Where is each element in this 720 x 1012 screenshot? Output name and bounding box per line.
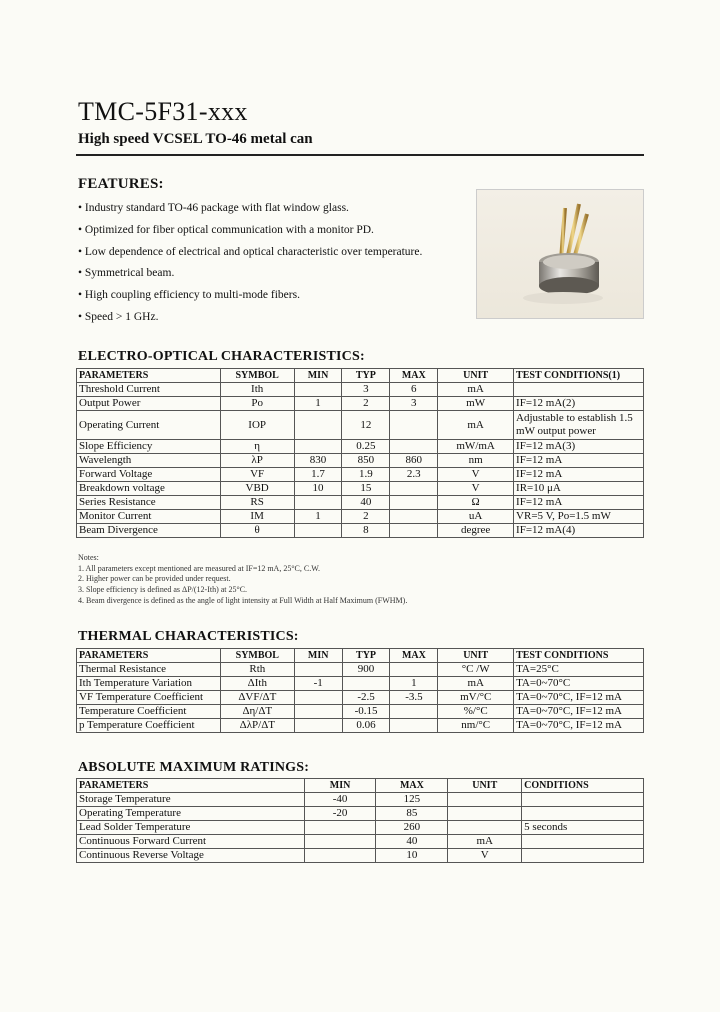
table-cell: TA=0~70°C	[514, 677, 644, 691]
col-header: PARAMETERS	[77, 369, 221, 383]
table-cell: IF=12 mA	[514, 468, 644, 482]
page-subtitle: High speed VCSEL TO-46 metal can	[78, 131, 313, 147]
table-cell: mA	[438, 383, 514, 397]
table-cell: VR=5 V, Po=1.5 mW	[514, 510, 644, 524]
table-cell	[294, 719, 342, 733]
table-cell	[294, 691, 342, 705]
table-cell	[304, 849, 376, 863]
table-cell: IM	[220, 510, 294, 524]
table-cell: -3.5	[390, 691, 438, 705]
table-cell	[448, 821, 522, 835]
table-cell: uA	[438, 510, 514, 524]
table-cell: 40	[342, 496, 390, 510]
col-header: TEST CONDITIONS(1)	[514, 369, 644, 383]
table-cell	[342, 677, 390, 691]
table-cell: 85	[376, 807, 448, 821]
table-cell: 12	[342, 411, 390, 440]
table-cell: TA=0~70°C, IF=12 mA	[514, 719, 644, 733]
table-cell: 2	[342, 510, 390, 524]
table-cell: V	[438, 468, 514, 482]
table-cell: ΔλP/ΔT	[220, 719, 294, 733]
table-cell: Δη/ΔT	[220, 705, 294, 719]
col-header: MAX	[390, 649, 438, 663]
table-cell	[304, 835, 376, 849]
absolute-max-table	[76, 778, 644, 863]
table-cell: 1.7	[294, 468, 342, 482]
table-cell: Lead Solder Temperature	[77, 821, 305, 835]
table-cell: -40	[304, 793, 376, 807]
table-cell: mA	[448, 835, 522, 849]
table-cell: mW	[438, 397, 514, 411]
table-cell: TA=25°C	[514, 663, 644, 677]
col-header: TYP	[342, 369, 390, 383]
table-cell: Po	[220, 397, 294, 411]
table-cell: ΔVF/ΔT	[220, 691, 294, 705]
electro-optical-notes	[78, 553, 407, 606]
table-cell	[522, 849, 644, 863]
table-cell: RS	[220, 496, 294, 510]
table-cell: °C /W	[438, 663, 514, 677]
electro-optical-heading: ELECTRO-OPTICAL CHARACTERISTICS:	[78, 349, 365, 364]
thermal-heading: THERMAL CHARACTERISTICS:	[78, 629, 299, 644]
table-cell	[390, 705, 438, 719]
table-cell: VF Temperature Coefficient	[77, 691, 221, 705]
table-cell: Operating Current	[77, 411, 221, 440]
table-cell: mV/°C	[438, 691, 514, 705]
table-cell: Wavelength	[77, 454, 221, 468]
features-list	[78, 201, 478, 332]
table-cell: IF=12 mA(2)	[514, 397, 644, 411]
table-row	[77, 663, 644, 677]
table-row	[77, 821, 644, 835]
note-line: 3. Slope efficiency is defined as ΔP/(12-Ith) at 25°C.	[78, 585, 248, 595]
table-cell	[304, 821, 376, 835]
table-cell	[390, 524, 438, 538]
table-row	[77, 482, 644, 496]
table-cell: Thermal Resistance	[77, 663, 221, 677]
table-cell: 1	[390, 677, 438, 691]
table-cell: Slope Efficiency	[77, 440, 221, 454]
table-cell: 900	[342, 663, 390, 677]
table-cell: mA	[438, 677, 514, 691]
table-cell: IF=12 mA	[514, 496, 644, 510]
table-cell: nm	[438, 454, 514, 468]
table-row	[77, 397, 644, 411]
table-cell	[522, 793, 644, 807]
table-cell	[294, 705, 342, 719]
table-cell	[294, 411, 342, 440]
table-cell: Rth	[220, 663, 294, 677]
table-row	[77, 677, 644, 691]
table-cell: 830	[294, 454, 342, 468]
page-title: TMC-5F31-xxx	[78, 97, 248, 126]
table-cell: IF=12 mA(3)	[514, 440, 644, 454]
col-header: UNIT	[448, 779, 522, 793]
table-cell: TA=0~70°C, IF=12 mA	[514, 705, 644, 719]
table-cell: Ω	[438, 496, 514, 510]
table-cell: Temperature Coefficient	[77, 705, 221, 719]
table-cell: Monitor Current	[77, 510, 221, 524]
table-cell: Output Power	[77, 397, 221, 411]
table-cell: IF=12 mA(4)	[514, 524, 644, 538]
table-cell	[390, 411, 438, 440]
table-cell	[390, 663, 438, 677]
table-cell	[514, 383, 644, 397]
table-cell	[390, 719, 438, 733]
table-row	[77, 468, 644, 482]
table-cell: -0.15	[342, 705, 390, 719]
absolute-max-heading: ABSOLUTE MAXIMUM RATINGS:	[78, 760, 310, 775]
table-cell	[294, 440, 342, 454]
table-cell	[294, 663, 342, 677]
table-cell	[294, 524, 342, 538]
table-cell: Breakdown voltage	[77, 482, 221, 496]
table-cell: 0.25	[342, 440, 390, 454]
table-cell: VF	[220, 468, 294, 482]
table-row	[77, 719, 644, 733]
table-cell: Continuous Reverse Voltage	[77, 849, 305, 863]
table-row	[77, 705, 644, 719]
table-cell: Continuous Forward Current	[77, 835, 305, 849]
col-header: CONDITIONS	[522, 779, 644, 793]
col-header: TYP	[342, 649, 390, 663]
table-row	[77, 807, 644, 821]
table-row	[77, 411, 644, 440]
feature-item: • Low dependence of electrical and optical characteristic over temperature.	[78, 245, 423, 258]
table-cell: Series Resistance	[77, 496, 221, 510]
table-row	[77, 440, 644, 454]
table-cell: 6	[390, 383, 438, 397]
table-cell: Ith Temperature Variation	[77, 677, 221, 691]
table-cell: η	[220, 440, 294, 454]
table-cell: 8	[342, 524, 390, 538]
col-header: MAX	[376, 779, 448, 793]
table-cell: -20	[304, 807, 376, 821]
table-row	[77, 835, 644, 849]
table-cell: 40	[376, 835, 448, 849]
table-row	[77, 383, 644, 397]
table-cell: ΔIth	[220, 677, 294, 691]
table-cell	[522, 807, 644, 821]
table-cell: TA=0~70°C, IF=12 mA	[514, 691, 644, 705]
table-cell: 125	[376, 793, 448, 807]
table-header-row	[77, 779, 644, 793]
table-cell: 10	[376, 849, 448, 863]
features-heading: FEATURES:	[78, 176, 164, 192]
table-cell: IR=10 μA	[514, 482, 644, 496]
feature-item: • High coupling efficiency to multi-mode fibers.	[78, 289, 300, 302]
col-header: MIN	[294, 649, 342, 663]
table-cell: -1	[294, 677, 342, 691]
table-cell	[294, 383, 342, 397]
table-header-row	[77, 369, 644, 383]
table-cell	[390, 496, 438, 510]
table-cell: 5 seconds	[522, 821, 644, 835]
table-cell	[294, 496, 342, 510]
table-cell: θ	[220, 524, 294, 538]
col-header: PARAMETERS	[77, 779, 305, 793]
table-cell: Storage Temperature	[77, 793, 305, 807]
table-cell: 860	[390, 454, 438, 468]
table-cell	[390, 510, 438, 524]
feature-item: • Optimized for fiber optical communication with a monitor PD.	[78, 223, 374, 236]
table-row	[77, 793, 644, 807]
table-cell: mW/mA	[438, 440, 514, 454]
table-cell: VBD	[220, 482, 294, 496]
table-cell	[522, 835, 644, 849]
col-header: UNIT	[438, 649, 514, 663]
feature-item: • Speed > 1 GHz.	[78, 310, 159, 323]
note-line: 4. Beam divergence is defined as the angle of light intensity at Full Width at Half Maximum (FWHM).	[78, 595, 408, 605]
table-cell: 10	[294, 482, 342, 496]
table-cell: degree	[438, 524, 514, 538]
table-cell: Beam Divergence	[77, 524, 221, 538]
col-header: UNIT	[438, 369, 514, 383]
table-cell: %/°C	[438, 705, 514, 719]
table-cell: 0.06	[342, 719, 390, 733]
table-cell: p Temperature Coefficient	[77, 719, 221, 733]
table-cell	[390, 482, 438, 496]
table-cell	[448, 807, 522, 821]
to46-can-illustration	[477, 190, 643, 318]
thermal-table	[76, 648, 644, 733]
table-cell: Ith	[220, 383, 294, 397]
table-cell: Forward Voltage	[77, 468, 221, 482]
col-header: TEST CONDITIONS	[514, 649, 644, 663]
table-cell: 15	[342, 482, 390, 496]
col-header: PARAMETERS	[77, 649, 221, 663]
table-cell: 3	[342, 383, 390, 397]
note-line: Notes:	[78, 553, 99, 562]
table-row	[77, 691, 644, 705]
table-cell: 2.3	[390, 468, 438, 482]
col-header: MIN	[304, 779, 376, 793]
table-cell: nm/°C	[438, 719, 514, 733]
table-cell: λP	[220, 454, 294, 468]
electro-optical-table	[76, 368, 644, 538]
table-row	[77, 454, 644, 468]
table-cell: 2	[342, 397, 390, 411]
table-cell: IF=12 mA	[514, 454, 644, 468]
table-row	[77, 849, 644, 863]
table-cell: 1	[294, 510, 342, 524]
table-row	[77, 496, 644, 510]
table-row	[77, 524, 644, 538]
note-line: 1. All parameters except mentioned are measured at IF=12 mA, 25°C, C.W.	[78, 563, 321, 573]
table-cell	[390, 440, 438, 454]
table-cell: Operating Temperature	[77, 807, 305, 821]
table-row	[77, 510, 644, 524]
table-cell: 260	[376, 821, 448, 835]
col-header: SYMBOL	[220, 649, 294, 663]
table-cell: 1	[294, 397, 342, 411]
vcsel-product-photo	[476, 189, 644, 319]
feature-item: • Symmetrical beam.	[78, 267, 175, 280]
table-cell	[448, 793, 522, 807]
title-divider	[76, 154, 644, 156]
col-header: SYMBOL	[220, 369, 294, 383]
table-cell: Threshold Current	[77, 383, 221, 397]
table-header-row	[77, 649, 644, 663]
table-cell: 850	[342, 454, 390, 468]
table-cell: V	[438, 482, 514, 496]
note-line: 2. Higher power can be provided under request.	[78, 574, 231, 584]
table-cell: IOP	[220, 411, 294, 440]
table-cell: -2.5	[342, 691, 390, 705]
col-header: MIN	[294, 369, 342, 383]
table-cell: mA	[438, 411, 514, 440]
table-cell: Adjustable to establish 1.5 mW output power	[514, 411, 644, 440]
table-cell: 3	[390, 397, 438, 411]
table-cell: 1.9	[342, 468, 390, 482]
table-cell: V	[448, 849, 522, 863]
feature-item: • Industry standard TO-46 package with flat window glass.	[78, 202, 349, 214]
col-header: MAX	[390, 369, 438, 383]
